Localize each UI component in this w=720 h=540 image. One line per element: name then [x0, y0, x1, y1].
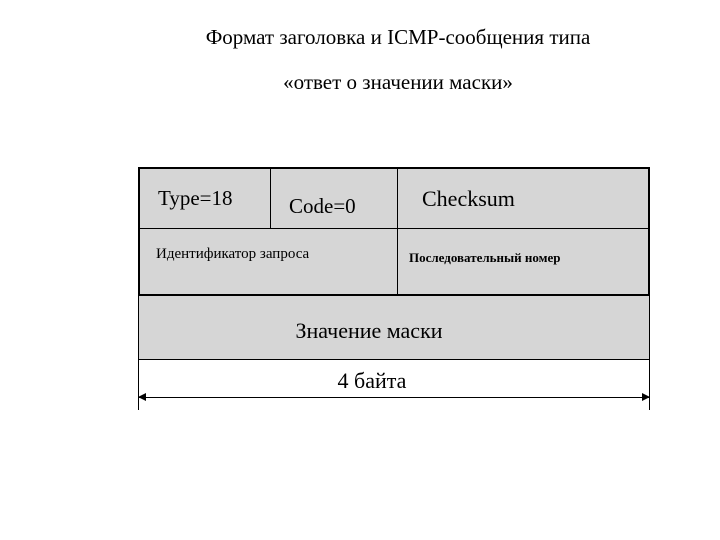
identifier-field: Идентификатор запроса [156, 246, 310, 262]
diagram-title-line-1: Формат заголовка и ICMP-сообщения типа [205, 25, 591, 49]
width-indicator-left-arrow [138, 393, 146, 401]
checksum-field: Checksum [422, 186, 515, 211]
mask-field-label: Значение маски [295, 318, 443, 343]
code-checksum-divider [397, 169, 398, 228]
diagram-title-line-2: «ответ о значении маски» [283, 70, 513, 94]
width-indicator-line [138, 397, 650, 398]
sequence-field: Последовательный номер [409, 250, 561, 265]
type-code-divider [270, 169, 271, 228]
width-indicator-right-arrow [642, 393, 650, 401]
header-row-divider [140, 228, 648, 229]
code-field: Code=0 [289, 194, 356, 218]
width-label: 4 байта [337, 368, 407, 393]
type-field: Type=18 [158, 186, 233, 210]
identifier-sequence-divider [397, 229, 398, 294]
